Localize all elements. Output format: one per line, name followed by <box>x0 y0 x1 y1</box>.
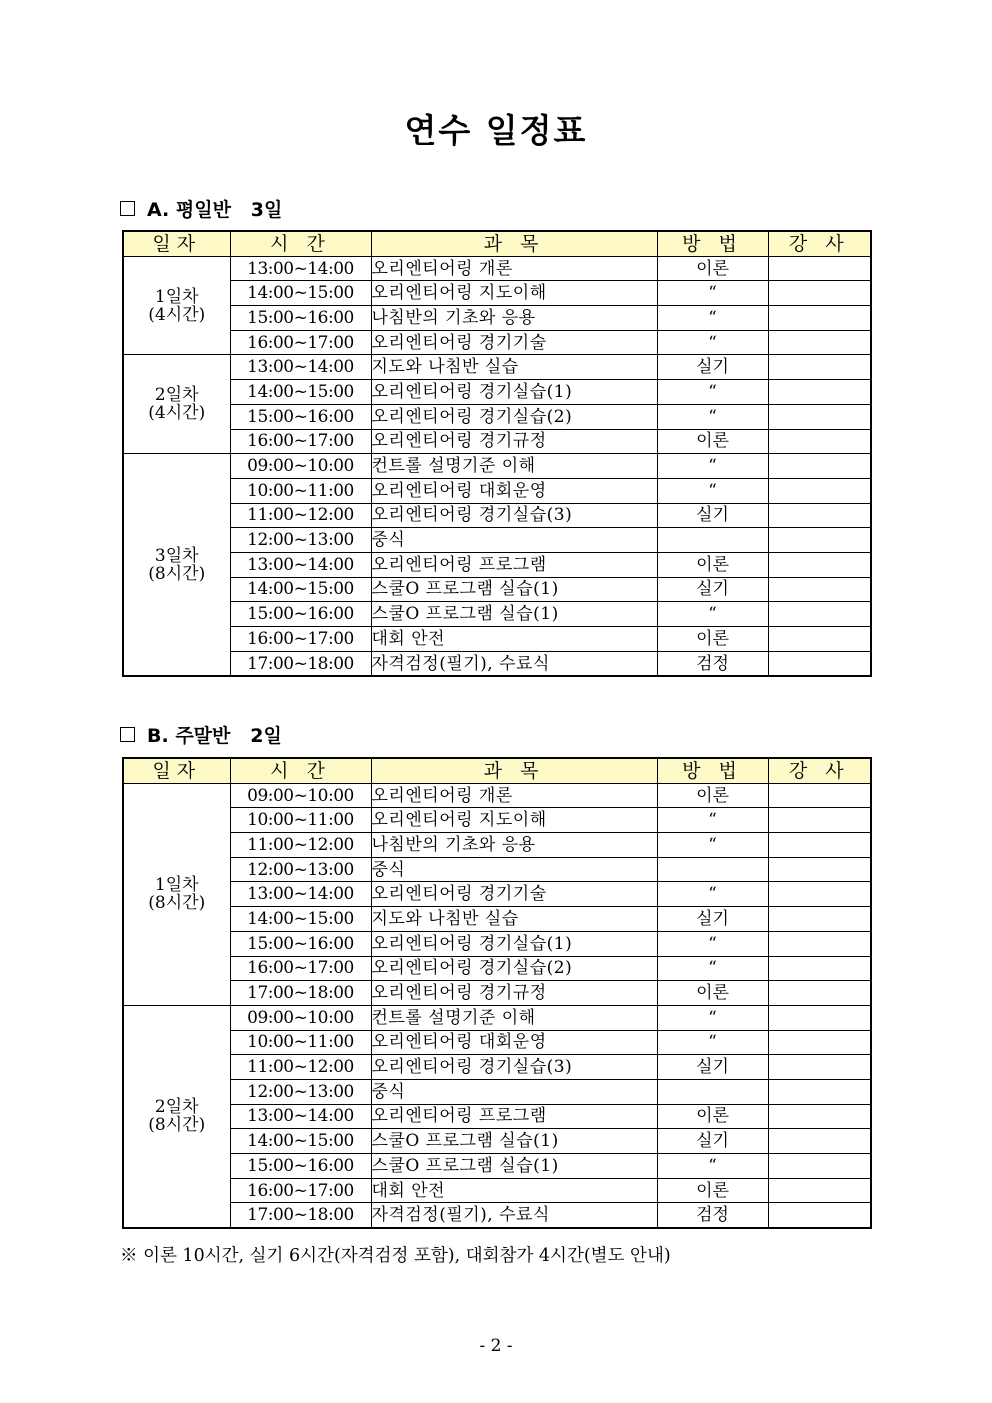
instructor-cell <box>768 981 871 1006</box>
subject-cell: 오리엔티어링 경기실습(1) <box>371 380 657 405</box>
table-row <box>123 306 871 331</box>
time-cell: 09:00~10:00 <box>230 1005 371 1030</box>
table-row <box>123 651 871 676</box>
subject-cell: 오리엔티어링 프로그램 <box>371 552 657 577</box>
section-a-heading <box>120 195 282 222</box>
method-cell: “ <box>657 1005 768 1030</box>
subject-cell: 오리엔티어링 경기규정 <box>371 981 657 1006</box>
subject-cell: 스쿨O 프로그램 실습(1) <box>371 602 657 627</box>
instructor-cell <box>768 380 871 405</box>
subject-cell: 자격검정(필기), 수료식 <box>371 1203 657 1228</box>
time-cell: 10:00~11:00 <box>230 478 371 503</box>
time-cell: 13:00~14:00 <box>230 882 371 907</box>
day-label: 1일차 <box>154 286 199 307</box>
table-row <box>123 808 871 833</box>
subject-cell: 오리엔티어링 경기기술 <box>371 882 657 907</box>
instructor-cell <box>768 907 871 932</box>
subject-cell: 오리엔티어링 지도이해 <box>371 808 657 833</box>
time-cell: 10:00~11:00 <box>230 808 371 833</box>
instructor-cell <box>768 808 871 833</box>
instructor-cell <box>768 1129 871 1154</box>
subject-cell: 오리엔티어링 경기실습(3) <box>371 1055 657 1080</box>
method-cell: “ <box>657 380 768 405</box>
instructor-cell <box>768 956 871 981</box>
method-cell: “ <box>657 478 768 503</box>
method-cell: 실기 <box>657 907 768 932</box>
instructor-cell <box>768 306 871 331</box>
subject-cell: 중식 <box>371 857 657 882</box>
table-row <box>123 882 871 907</box>
day-hours: (8시간) <box>148 563 206 584</box>
method-cell: “ <box>657 931 768 956</box>
day-label: 3일차 <box>154 545 199 566</box>
method-cell: 실기 <box>657 503 768 528</box>
time-cell: 13:00~14:00 <box>230 256 371 281</box>
subject-cell: 스쿨O 프로그램 실습(1) <box>371 577 657 602</box>
method-cell: 이론 <box>657 1104 768 1129</box>
method-cell: 실기 <box>657 355 768 380</box>
time-cell: 09:00~10:00 <box>230 783 371 808</box>
table-header-row <box>123 758 871 783</box>
table-row <box>123 552 871 577</box>
time-cell: 16:00~17:00 <box>230 429 371 454</box>
method-cell: “ <box>657 404 768 429</box>
table-row <box>123 627 871 652</box>
table-row <box>123 380 871 405</box>
subject-cell: 오리엔티어링 경기실습(1) <box>371 931 657 956</box>
instructor-cell <box>768 602 871 627</box>
method-cell <box>657 528 768 553</box>
header-time: 시 간 <box>230 231 371 256</box>
subject-cell: 나침반의 기초와 응용 <box>371 306 657 331</box>
section-a-label: A. 평일반 3일 <box>147 199 283 221</box>
day-hours: (4시간) <box>148 403 206 424</box>
time-cell: 15:00~16:00 <box>230 1154 371 1179</box>
instructor-cell <box>768 1154 871 1179</box>
time-cell: 14:00~15:00 <box>230 907 371 932</box>
table-row <box>123 404 871 429</box>
table-header-row <box>123 231 871 256</box>
time-cell: 11:00~12:00 <box>230 503 371 528</box>
time-cell: 15:00~16:00 <box>230 931 371 956</box>
weekday-schedule-table <box>122 230 872 677</box>
instructor-cell <box>768 577 871 602</box>
subject-cell: 대회 안전 <box>371 627 657 652</box>
method-cell: 실기 <box>657 1129 768 1154</box>
table-row <box>123 330 871 355</box>
time-cell: 17:00~18:00 <box>230 1203 371 1228</box>
instructor-cell <box>768 330 871 355</box>
method-cell <box>657 1079 768 1104</box>
table-row <box>123 931 871 956</box>
instructor-cell <box>768 1030 871 1055</box>
day-hours: (4시간) <box>148 304 206 325</box>
table-row <box>123 1203 871 1228</box>
time-cell: 13:00~14:00 <box>230 552 371 577</box>
time-cell: 13:00~14:00 <box>230 1104 371 1129</box>
checkbox-square-icon <box>120 727 135 742</box>
table-row <box>123 1104 871 1129</box>
method-cell: “ <box>657 882 768 907</box>
subject-cell: 오리엔티어링 대회운영 <box>371 478 657 503</box>
method-cell: 검정 <box>657 651 768 676</box>
time-cell: 14:00~15:00 <box>230 281 371 306</box>
instructor-cell <box>768 503 871 528</box>
method-cell: 이론 <box>657 783 768 808</box>
time-cell: 12:00~13:00 <box>230 857 371 882</box>
instructor-cell <box>768 1079 871 1104</box>
subject-cell: 자격검정(필기), 수료식 <box>371 651 657 676</box>
instructor-cell <box>768 857 871 882</box>
page-number: - 2 - <box>479 1336 513 1356</box>
method-cell: 이론 <box>657 429 768 454</box>
page-title: 연수 일정표 <box>404 111 588 150</box>
subject-cell: 중식 <box>371 1079 657 1104</box>
instructor-cell <box>768 627 871 652</box>
header-subject: 과 목 <box>371 758 657 783</box>
time-cell: 13:00~14:00 <box>230 355 371 380</box>
table-row <box>123 355 871 380</box>
method-cell: “ <box>657 454 768 479</box>
instructor-cell <box>768 1005 871 1030</box>
method-cell: “ <box>657 1030 768 1055</box>
instructor-cell <box>768 1055 871 1080</box>
header-date: 일자 <box>123 231 230 256</box>
instructor-cell <box>768 552 871 577</box>
footnote: ※ 이론 10시간, 실기 6시간(자격검정 포함), 대회참가 4시간(별도 안내) <box>120 1246 671 1266</box>
subject-cell: 오리엔티어링 경기실습(2) <box>371 956 657 981</box>
time-cell: 17:00~18:00 <box>230 651 371 676</box>
instructor-cell <box>768 528 871 553</box>
subject-cell: 지도와 나침반 실습 <box>371 907 657 932</box>
day-cell <box>123 256 230 355</box>
method-cell: 이론 <box>657 981 768 1006</box>
time-cell: 12:00~13:00 <box>230 528 371 553</box>
day-cell <box>123 1005 230 1228</box>
table-row <box>123 1129 871 1154</box>
instructor-cell <box>768 1203 871 1228</box>
time-cell: 16:00~17:00 <box>230 330 371 355</box>
table-row <box>123 281 871 306</box>
instructor-cell <box>768 478 871 503</box>
subject-cell: 지도와 나침반 실습 <box>371 355 657 380</box>
method-cell: 실기 <box>657 577 768 602</box>
subject-cell: 오리엔티어링 경기실습(2) <box>371 404 657 429</box>
header-method: 방 법 <box>657 231 768 256</box>
subject-cell: 오리엔티어링 개론 <box>371 783 657 808</box>
subject-cell: 오리엔티어링 지도이해 <box>371 281 657 306</box>
table-row <box>123 1154 871 1179</box>
subject-cell: 스쿨O 프로그램 실습(1) <box>371 1129 657 1154</box>
day-hours: (8시간) <box>148 893 206 914</box>
time-cell: 16:00~17:00 <box>230 956 371 981</box>
subject-cell: 대회 안전 <box>371 1178 657 1203</box>
instructor-cell <box>768 1178 871 1203</box>
checkbox-square-icon <box>120 201 135 216</box>
time-cell: 14:00~15:00 <box>230 380 371 405</box>
instructor-cell <box>768 281 871 306</box>
table-row <box>123 454 871 479</box>
header-date: 일자 <box>123 758 230 783</box>
method-cell: “ <box>657 956 768 981</box>
method-cell <box>657 857 768 882</box>
header-instructor: 강 사 <box>768 758 871 783</box>
method-cell: 이론 <box>657 627 768 652</box>
time-cell: 11:00~12:00 <box>230 1055 371 1080</box>
method-cell: “ <box>657 330 768 355</box>
method-cell: 이론 <box>657 552 768 577</box>
section-b-label: B. 주말반 2일 <box>147 725 282 747</box>
time-cell: 14:00~15:00 <box>230 577 371 602</box>
table-row <box>123 577 871 602</box>
method-cell: “ <box>657 808 768 833</box>
time-cell: 11:00~12:00 <box>230 833 371 858</box>
time-cell: 15:00~16:00 <box>230 404 371 429</box>
table-row <box>123 1079 871 1104</box>
table-row <box>123 528 871 553</box>
day-cell <box>123 454 230 677</box>
header-time: 시 간 <box>230 758 371 783</box>
subject-cell: 오리엔티어링 경기실습(3) <box>371 503 657 528</box>
method-cell: “ <box>657 281 768 306</box>
table-row <box>123 1005 871 1030</box>
day-hours: (8시간) <box>148 1115 206 1136</box>
method-cell: 검정 <box>657 1203 768 1228</box>
subject-cell: 오리엔티어링 대회운영 <box>371 1030 657 1055</box>
subject-cell: 컨트롤 설명기준 이해 <box>371 1005 657 1030</box>
table-row <box>123 857 871 882</box>
instructor-cell <box>768 882 871 907</box>
subject-cell: 나침반의 기초와 응용 <box>371 833 657 858</box>
table-row <box>123 1055 871 1080</box>
time-cell: 15:00~16:00 <box>230 306 371 331</box>
method-cell: 이론 <box>657 1178 768 1203</box>
table-row <box>123 956 871 981</box>
instructor-cell <box>768 931 871 956</box>
method-cell: “ <box>657 602 768 627</box>
table-row <box>123 478 871 503</box>
time-cell: 14:00~15:00 <box>230 1129 371 1154</box>
time-cell: 12:00~13:00 <box>230 1079 371 1104</box>
subject-cell: 컨트롤 설명기준 이해 <box>371 454 657 479</box>
subject-cell: 스쿨O 프로그램 실습(1) <box>371 1154 657 1179</box>
instructor-cell <box>768 1104 871 1129</box>
table-row <box>123 256 871 281</box>
time-cell: 16:00~17:00 <box>230 1178 371 1203</box>
time-cell: 09:00~10:00 <box>230 454 371 479</box>
table-row <box>123 833 871 858</box>
time-cell: 15:00~16:00 <box>230 602 371 627</box>
header-instructor: 강 사 <box>768 231 871 256</box>
day-label: 2일차 <box>154 385 199 406</box>
day-label: 2일차 <box>154 1097 199 1118</box>
instructor-cell <box>768 783 871 808</box>
method-cell: 실기 <box>657 1055 768 1080</box>
table-row <box>123 602 871 627</box>
table-row <box>123 429 871 454</box>
subject-cell: 오리엔티어링 프로그램 <box>371 1104 657 1129</box>
time-cell: 16:00~17:00 <box>230 627 371 652</box>
method-cell: 이론 <box>657 256 768 281</box>
table-row <box>123 1178 871 1203</box>
method-cell: “ <box>657 306 768 331</box>
subject-cell: 오리엔티어링 경기규정 <box>371 429 657 454</box>
instructor-cell <box>768 355 871 380</box>
subject-cell: 오리엔티어링 경기기술 <box>371 330 657 355</box>
header-method: 방 법 <box>657 758 768 783</box>
subject-cell: 오리엔티어링 개론 <box>371 256 657 281</box>
instructor-cell <box>768 454 871 479</box>
method-cell: “ <box>657 833 768 858</box>
table-row <box>123 783 871 808</box>
table-row <box>123 1030 871 1055</box>
table-row <box>123 981 871 1006</box>
weekend-schedule-table <box>122 757 872 1229</box>
day-cell <box>123 783 230 1005</box>
instructor-cell <box>768 404 871 429</box>
table-row <box>123 907 871 932</box>
day-label: 1일차 <box>154 875 199 896</box>
method-cell: “ <box>657 1154 768 1179</box>
subject-cell: 중식 <box>371 528 657 553</box>
instructor-cell <box>768 651 871 676</box>
time-cell: 17:00~18:00 <box>230 981 371 1006</box>
section-b-heading <box>120 721 282 748</box>
table-row <box>123 503 871 528</box>
instructor-cell <box>768 429 871 454</box>
time-cell: 10:00~11:00 <box>230 1030 371 1055</box>
header-subject: 과 목 <box>371 231 657 256</box>
instructor-cell <box>768 256 871 281</box>
day-cell <box>123 355 230 454</box>
instructor-cell <box>768 833 871 858</box>
